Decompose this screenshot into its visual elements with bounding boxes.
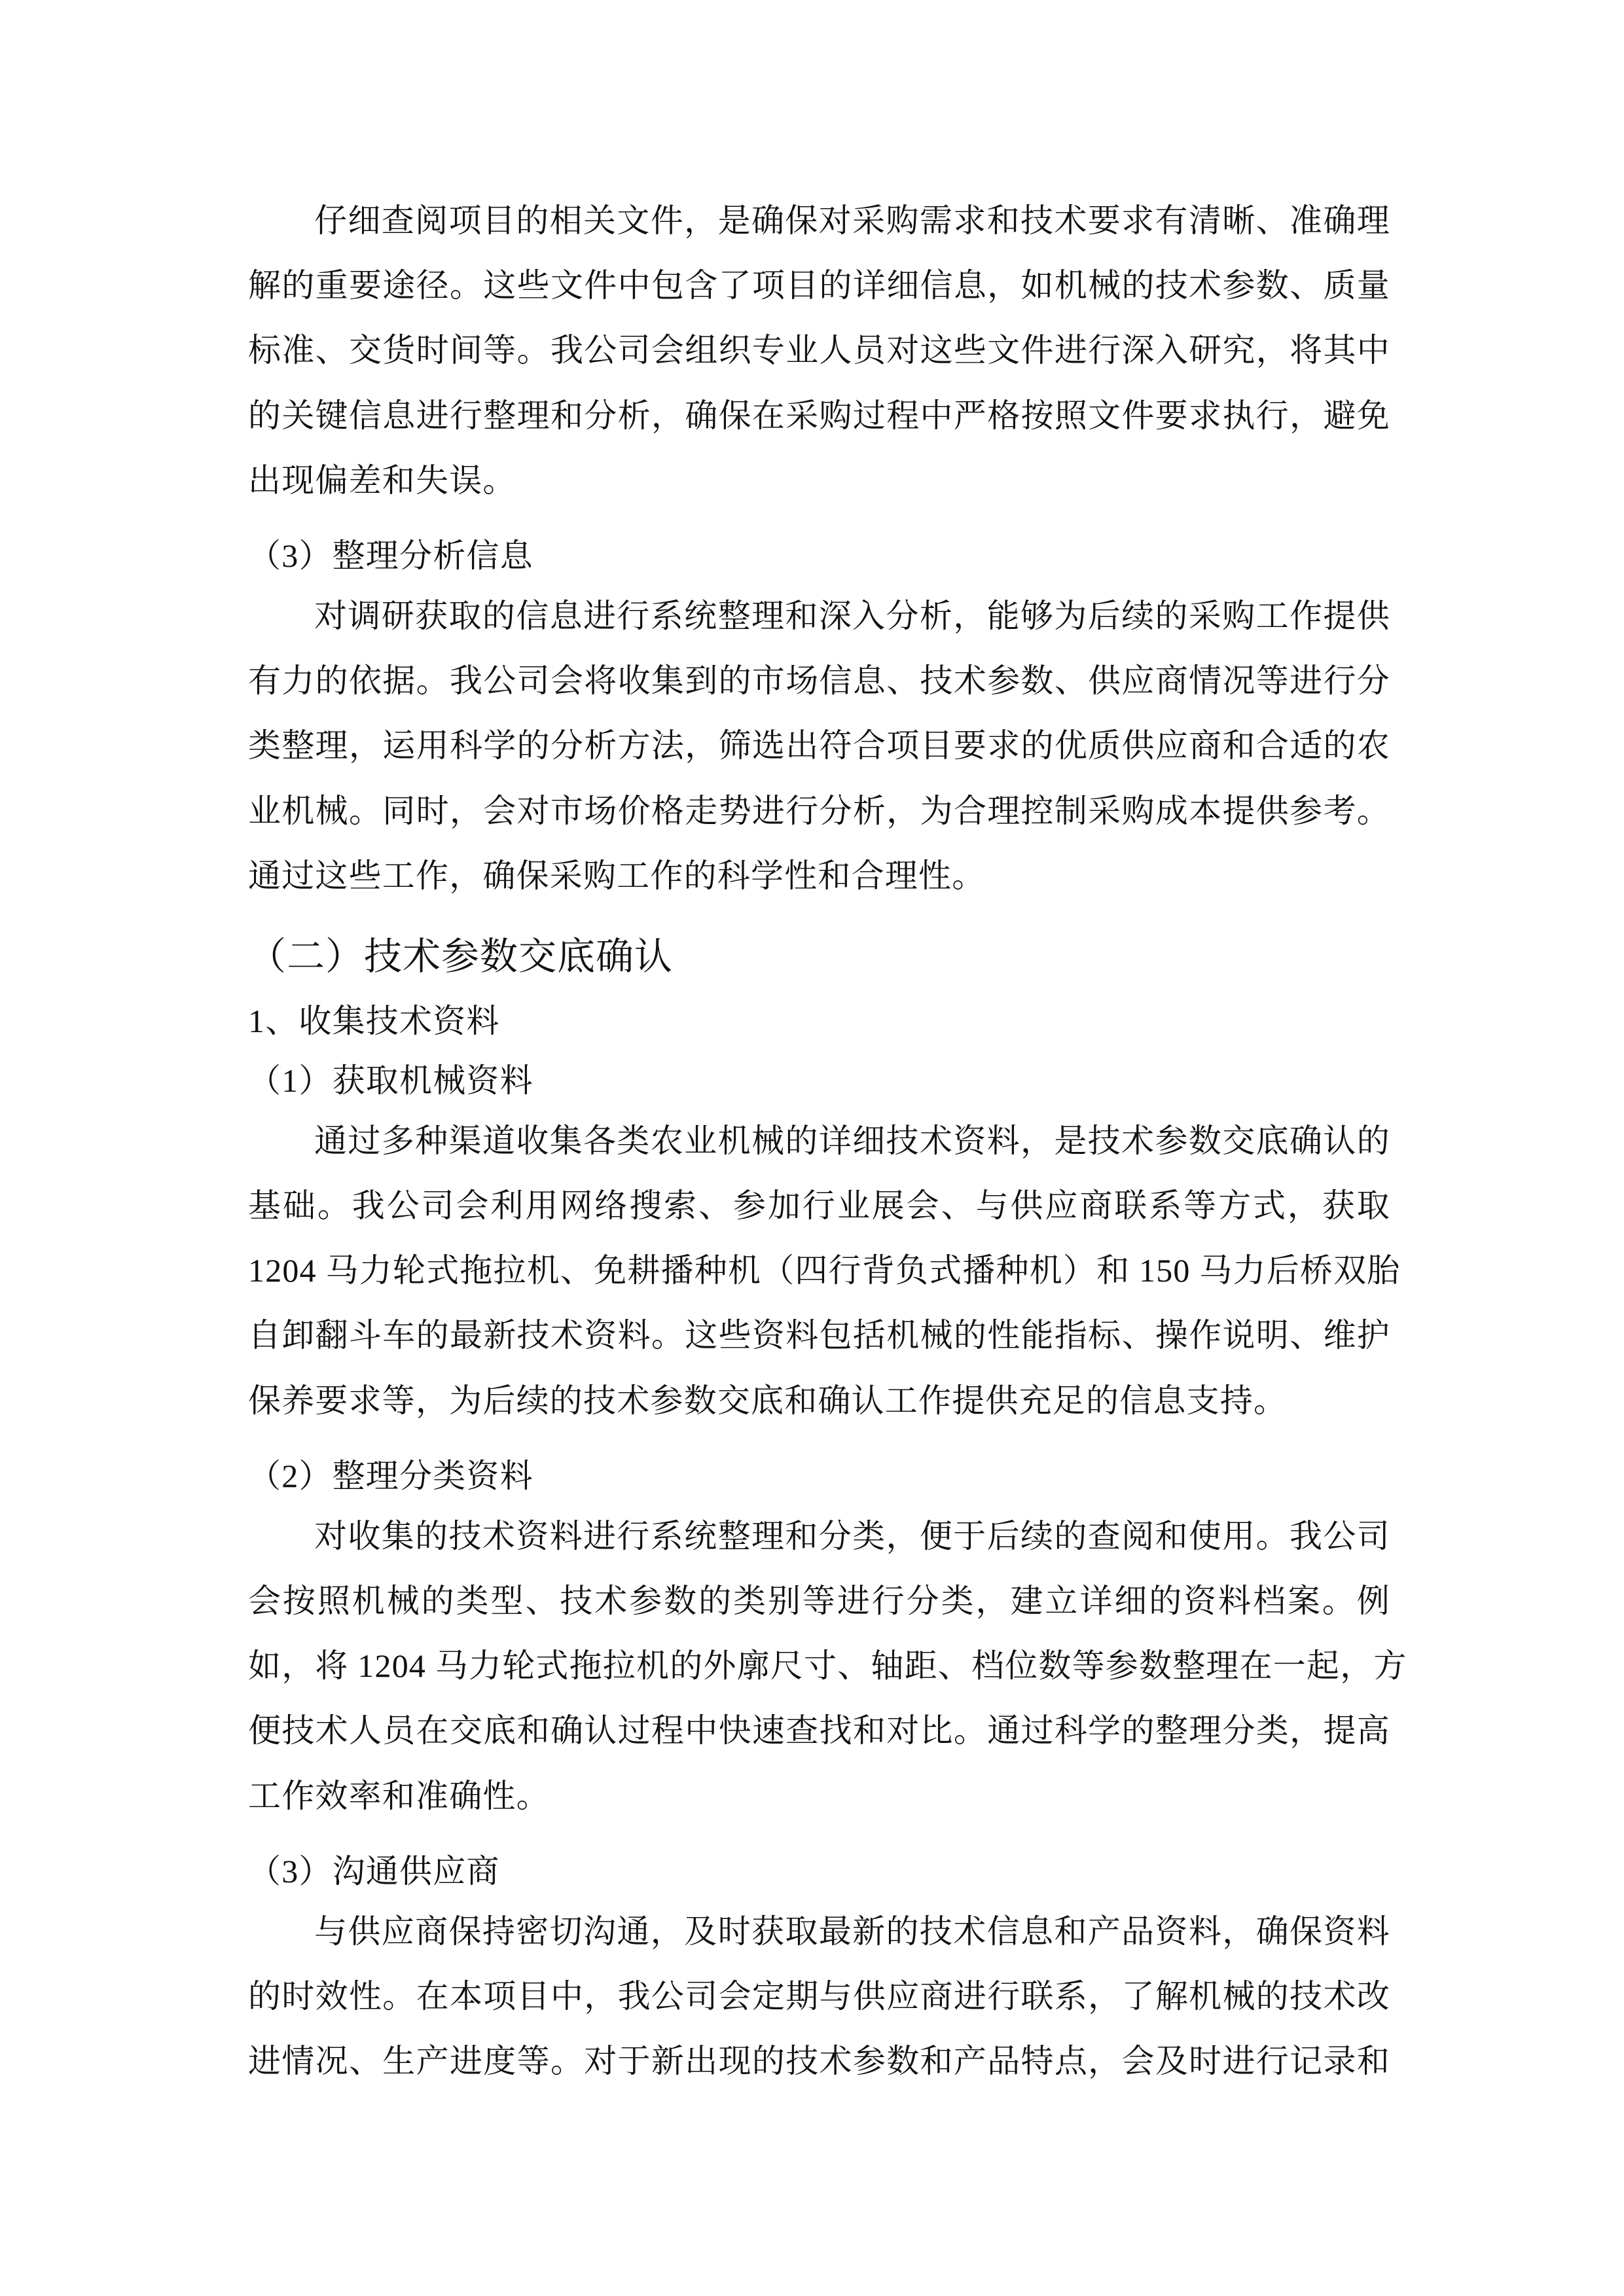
- paragraph-line: 1204 马力轮式拖拉机、免耕播种机（四行背负式播种机）和 150 马力后桥双胎: [248, 1252, 1401, 1289]
- paragraph-line: 出现偏差和失误。: [248, 461, 516, 499]
- document-body: [248, 188, 1407, 2094]
- paragraph-line: 的关键信息进行整理和分析，确保在采购过程中严格按照文件要求执行，避免: [248, 397, 1390, 434]
- paragraph-line: 进情况、生产进度等。对于新出现的技术参数和产品特点，会及时进行记录和: [248, 2043, 1390, 2080]
- paragraph-review-documents: [248, 188, 1390, 513]
- paragraph-line: 对调研获取的信息进行系统整理和深入分析，能够为后续的采购工作提供: [314, 597, 1390, 634]
- paragraph-line: 会按照机械的类型、技术参数的类别等进行分类，建立详细的资料档案。例: [248, 1583, 1390, 1619]
- subheading-communicate-suppliers: （3）沟通供应商: [248, 1852, 500, 1890]
- paragraph-line: 解的重要途径。这些文件中包含了项目的详细信息，如机械的技术参数、质量: [248, 267, 1390, 304]
- subheading-obtain-materials: （1）获取机械资料: [248, 1062, 533, 1099]
- paragraph-line: 业机械。同时，会对市场价格走势进行分析，为合理控制采购成本提供参考。: [248, 792, 1390, 829]
- subheading-analyze-info: （3）整理分析信息: [248, 537, 533, 574]
- paragraph-line: 自卸翻斗车的最新技术资料。这些资料包括机械的性能指标、操作说明、维护: [248, 1317, 1390, 1354]
- paragraph-line: 通过这些工作，确保采购工作的科学性和合理性。: [248, 857, 986, 894]
- item-heading: 1、收集技术资料: [248, 1002, 500, 1039]
- paragraph-line: 仔细查阅项目的相关文件，是确保对采购需求和技术要求有清晰、准确理: [314, 202, 1390, 239]
- paragraph-line: 与供应商保持密切沟通，及时获取最新的技术信息和产品资料，确保资料: [314, 1912, 1390, 1950]
- paragraph-line: 如，将 1204 马力轮式拖拉机的外廓尺寸、轴距、档位数等参数整理在一起，方: [248, 1647, 1407, 1685]
- paragraph-communicate-suppliers: [248, 1899, 1390, 2094]
- subheading-classify-materials: （2）整理分类资料: [248, 1457, 533, 1494]
- paragraph-line: 有力的依据。我公司会将收集到的市场信息、技术参数、供应商情况等进行分: [248, 662, 1390, 700]
- paragraph-line: 工作效率和准确性。: [248, 1777, 550, 1814]
- paragraph-line: 的时效性。在本项目中，我公司会定期与供应商进行联系，了解机械的技术改: [248, 1977, 1390, 2015]
- paragraph-line: 通过多种渠道收集各类农业机械的详细技术资料，是技术参数交底确认的: [314, 1122, 1390, 1159]
- paragraph-line: 类整理，运用科学的分析方法，筛选出符合项目要求的优质供应商和合适的农: [248, 727, 1390, 764]
- paragraph-line: 保养要求等，为后续的技术参数交底和确认工作提供充足的信息支持。: [248, 1382, 1288, 1419]
- section-heading: （二）技术参数交底确认: [248, 935, 674, 978]
- paragraph-line: 便技术人员在交底和确认过程中快速查找和对比。通过科学的整理分类，提高: [248, 1712, 1390, 1749]
- paragraph-line: 基础。我公司会利用网络搜索、参加行业展会、与供应商联系等方式，获取: [248, 1187, 1390, 1225]
- paragraph-line: 标准、交货时间等。我公司会组织专业人员对这些文件进行深入研究，将其中: [248, 332, 1390, 369]
- paragraph-classify-materials: [248, 1504, 1407, 1829]
- paragraph-obtain-materials: [248, 1109, 1401, 1433]
- paragraph-analyze-info: [248, 584, 1390, 908]
- paragraph-line: 对收集的技术资料进行系统整理和分类，便于后续的查阅和使用。我公司: [314, 1517, 1390, 1554]
